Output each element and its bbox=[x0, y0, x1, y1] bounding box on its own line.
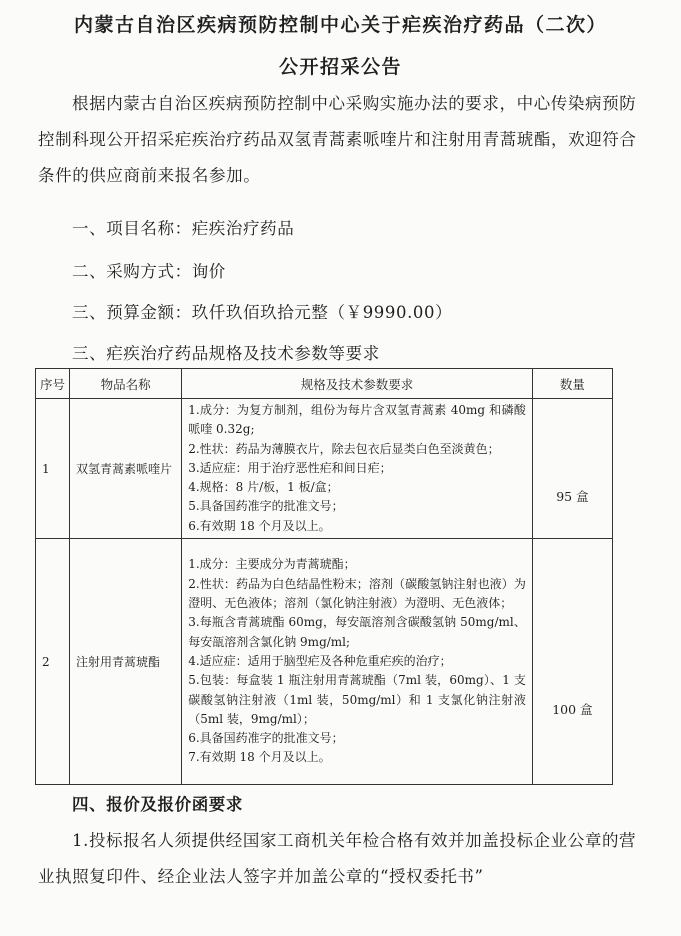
spec-table bbox=[35, 368, 613, 785]
spec-line: 5.包装：每盒装 1 瓶注射用青蒿琥酯（7ml 装，60mg）、1 支碳酸氢钠注射液（1ml 装，50mg/ml）和 1 支氯化钠注射液（5ml 装，9mg/ml）； bbox=[188, 673, 526, 726]
spec-line: 3.每瓶含青蒿琥酯 60mg，每安瓿溶剂含碳酸氢钠 50mg/ml、每安瓿溶剂含氯化钠 9mg/ml; bbox=[188, 615, 526, 649]
row-no: 1 bbox=[36, 399, 70, 539]
budget-amount-item: 三、预算金额：玖仟玖佰玖拾元整（￥9990.00） bbox=[72, 303, 453, 322]
spec-line: 1.成分：为复方制剂，组份为每片含双氢青蒿素 40mg 和磷酸哌喹 0.32g; bbox=[188, 403, 526, 437]
header-name: 物品名称 bbox=[70, 369, 182, 399]
project-name-item: 一、项目名称：疟疾治疗药品 bbox=[72, 219, 295, 238]
row-spec bbox=[182, 399, 533, 539]
header-spec: 规格及技术参数要求 bbox=[182, 369, 533, 399]
table-row bbox=[36, 399, 613, 539]
procurement-method-item: 二、采购方式：询价 bbox=[72, 262, 226, 281]
spec-line: 4.适应症：适用于脑型疟及各种危重疟疾的治疗； bbox=[188, 653, 452, 668]
spec-line: 6.具备国药准字的批准文号； bbox=[188, 731, 344, 746]
spec-line: 5.具备国药准字的批准文号； bbox=[188, 499, 344, 514]
row-spec bbox=[182, 539, 533, 785]
document-title-line-2: 公开招采公告 bbox=[278, 56, 402, 78]
spec-line: 2.性状：药品为白色结晶性粉末；溶剂（碳酸氢钠注射也液）为澄明、无色液体；溶剂（氯化钠注射液）为澄明、无色液体； bbox=[188, 576, 526, 611]
header-qty: 数量 bbox=[532, 369, 612, 399]
spec-line: 6.有效期 18 个月及以上。 bbox=[188, 518, 331, 533]
spec-line: 1.成分：主要成分为青蒿琥酯； bbox=[188, 557, 356, 572]
intro-paragraph: 根据内蒙古自治区疾病预防控制中心采购实施办法的要求，中心传染病预防控制科现公开招采疟疾治疗药品双氢青蒿素哌喹片和注射用青蒿琥酯，欢迎符合条件的供应商前来报名参加。 bbox=[38, 94, 637, 185]
row-qty: 95 盒 bbox=[532, 399, 612, 539]
spec-line: 4.规格：8 片/板，1 板/盒； bbox=[188, 480, 339, 495]
spec-line: 3.适应症：用于治疗恶性疟和间日疟； bbox=[188, 460, 392, 475]
section-4-paragraph-1: 1.投标报名人须提供经国家工商机关年检合格有效并加盖投标企业公章的营业执照复印件、经企业法人签字并加盖公章的“授权委托书” bbox=[38, 831, 637, 886]
spec-line: 7.有效期 18 个月及以上。 bbox=[188, 750, 331, 765]
spec-line: 2.性状：药品为薄膜衣片，除去包衣后显类白色至淡黄色； bbox=[188, 441, 500, 456]
section-4-heading: 四、报价及报价函要求 bbox=[72, 795, 243, 814]
table-header-row bbox=[36, 369, 613, 399]
table-row bbox=[36, 539, 613, 785]
row-qty: 100 盒 bbox=[532, 539, 612, 785]
row-no: 2 bbox=[36, 539, 70, 785]
row-item-name: 注射用青蒿琥酯 bbox=[70, 539, 182, 785]
spec-requirements-heading: 三、疟疾治疗药品规格及技术参数等要求 bbox=[72, 344, 380, 363]
document-title-line-1: 内蒙古自治区疾病预防控制中心关于疟疾治疗药品（二次） bbox=[73, 14, 607, 36]
header-no: 序号 bbox=[36, 369, 70, 399]
row-item-name: 双氢青蒿素哌喹片 bbox=[70, 399, 182, 539]
